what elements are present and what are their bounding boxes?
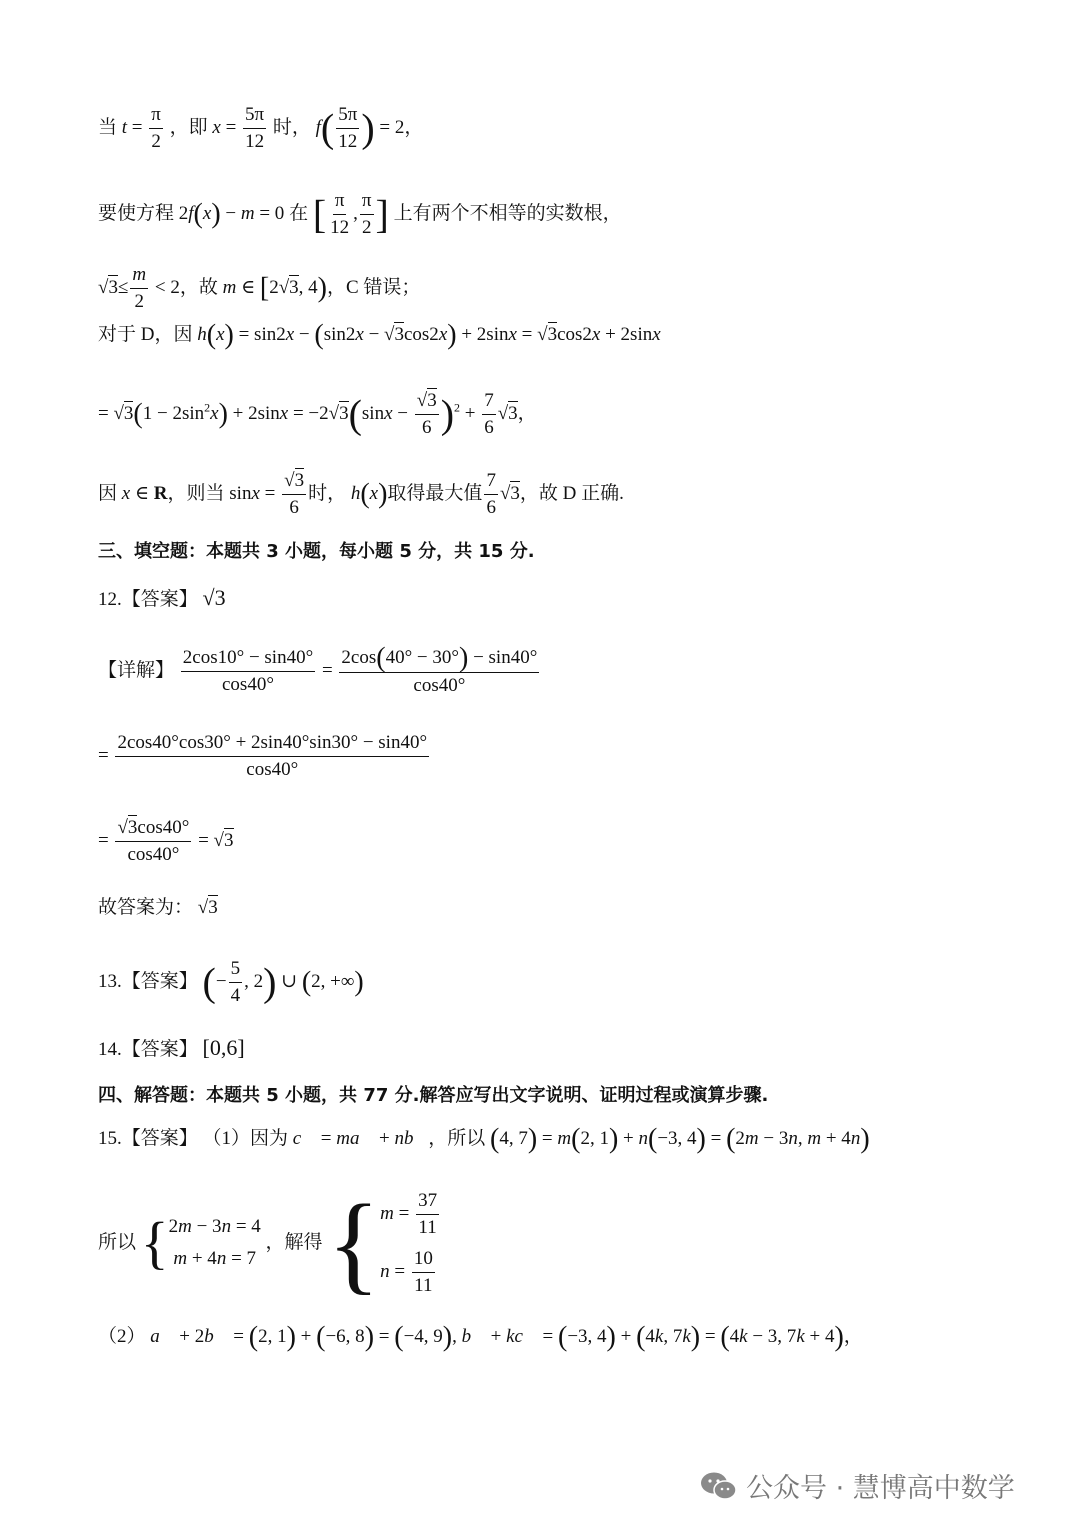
- q12-answer: 12.【答案】 √3: [98, 585, 226, 610]
- section-3-heading: 三、填空题：本题共 3 小题，每小题 5 分，共 15 分.: [98, 541, 535, 562]
- q15-system: 所以 { 2m − 3n = 4 m + 4n = 7 ，解得 { m = $\frac{37}{11}$ n = $\frac{10}{11}$: [98, 1182, 438, 1304]
- wechat-icon: [700, 1471, 738, 1501]
- q14-answer: 14.【答案】 [0,6]: [98, 1035, 245, 1060]
- line-5: = $√3(1 - 2\sin^2x) + 2\sin x = -2√3(\sin x$ − $\frac{√3}{6}$ )$^2$ + $\frac{7}{6}$ √3，: [98, 390, 537, 438]
- q12-detail-line-1: 【详解】 $\frac{2\cos 10^\circ - \sin 40^\circ}{\cos 40^\circ}$ = $\frac{2\cos(40^\circ - 30^\circ) - \sin 40^\circ}{\cos 40^\circ}$: [98, 642, 538, 696]
- line-2: 要使方程 2f(x) − m = 0 在 [ $\frac{\pi}{12}$ , $\frac{\pi}{2}$ ] 上有两个不相等的实数根，: [98, 190, 622, 238]
- line-4: 对于 D，因 h(x) = sin2x − (sin2x − √3cos2x) + 2sinx = √3cos2x + 2sinx: [98, 319, 661, 351]
- q12-detail-line-2: = $\frac{2\cos 40^\circ\cos 30^\circ + 2\sin 40^\circ\sin 30^\circ - \sin 40^\circ}{\cos 40^\circ}$: [98, 732, 428, 780]
- q13-answer: 13.【答案】 (− $\frac{5}{4}$ , 2) ∪ (2, +∞): [98, 958, 364, 1006]
- fraction: $\frac{5\pi}{12}$: [245, 104, 265, 152]
- line-1: 当 t = $\frac{\pi}{2}$ ，即 x = $\frac{5\pi}{12}$ 时， f( $\frac{5\pi}{12}$ ) = 2，: [98, 102, 423, 155]
- line-3: √3≤ $\frac{m}{2}$ < 2，故 m ∈ [2√3, 4)，C 错误；: [98, 264, 421, 312]
- fraction: $\frac{\pi}{2}$: [151, 104, 161, 152]
- q12-detail-line-3: = $\frac{√3\cos 40^\circ}{\cos 40^\circ}$ = √3: [98, 817, 234, 865]
- section-4-heading: 四、解答题：本题共 5 小题，共 77 分.解答应写出文字说明、证明过程或演算步骤.: [98, 1085, 769, 1106]
- line-6: 因 x ∈ R，则当 sinx = $\frac{√3}{6}$ 时， h(x)取得最大值 $\frac{7}{6}$ √3，故 D 正确.: [98, 470, 624, 518]
- q15-part2: （2） a⃗ + 2b⃗ = (2, 1) + (−6, 8) = (−4, 9), b⃗ + kc⃗ = (−3, 4) + (4k, 7k) = (4k − 3, 7k + 4)，: [98, 1321, 863, 1353]
- q15-part1: 15.【答案】 （1）因为 c⃗ = ma⃗ + nb⃗，所以 (4, 7) = m(2, 1) + n(−3, 4) = (2m − 3n, m + 4n): [98, 1123, 870, 1155]
- q12-conclusion: 故答案为： √3: [98, 897, 218, 918]
- watermark: 公众号 · 慧博高中数学: [700, 1466, 1015, 1505]
